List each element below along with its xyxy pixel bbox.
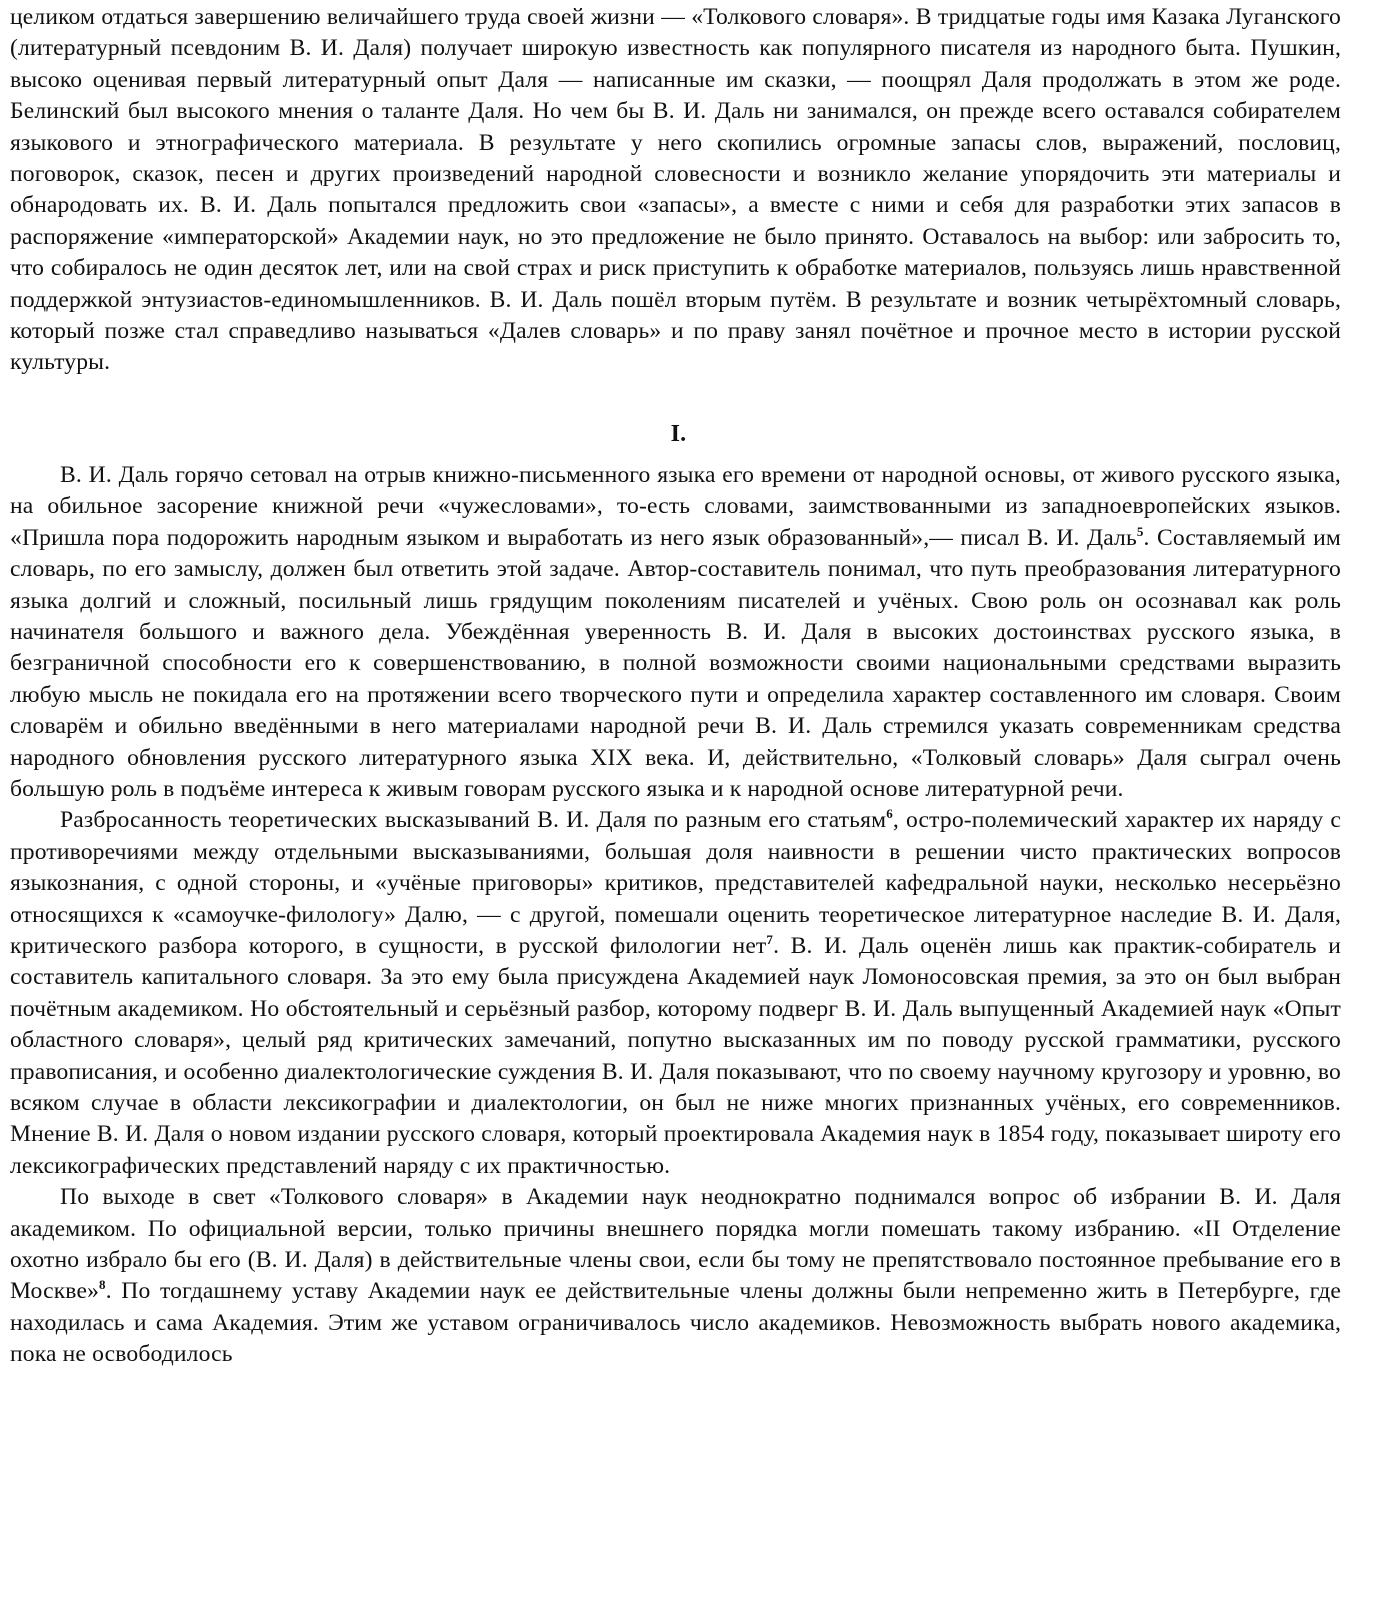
footnote-marker-8: 8 bbox=[99, 1277, 106, 1293]
footnote-marker-6: 6 bbox=[886, 806, 893, 822]
paragraph-3-text-b: , остро-полемический характер их наряду с противоречиями между отдельными высказываниями, большая доля наивности в решении чисто практических вопросов языкознания, с одной стороны, и «учёные приговоры» критиков, представителей кафедральной науки, несколько несерьёзно относящихся к «самоучке-филологу» Далю, — с другой, помешали оценить теоретическое литературное наследие В. И. Даля, критического разбора которого, в сущности, в русской филологии нет bbox=[10, 807, 1341, 959]
paragraph-3-text-a: Разбросанность теоретических высказываний В. И. Даля по разным его статьям bbox=[60, 807, 887, 834]
paragraph-4-text-b: . По тогдашнему уставу Академии наук ее действительные члены должны были непременно жить в Петербурге, где находилась и сама Академия. Этим же уставом ограничивалось число академиков. Невозможность выбрать нового академика, пока не освободилось bbox=[10, 1278, 1341, 1368]
paragraph-2 bbox=[10, 460, 1341, 805]
section-heading: I. bbox=[670, 420, 687, 447]
paragraph-4 bbox=[10, 1182, 1341, 1370]
paragraph-4-text-a: По выходе в свет «Толкового словаря» в Академии наук неоднократно поднимался вопрос об избрании В. И. Даля академиком. По официальной версии, только причины внешнего порядка могли помешать такому избранию. «II Отделение охотно избрало бы его (В. И. Даля) в действительные члены свои, если бы тому не препятствовало постоянное пребывание его в Москве» bbox=[10, 1184, 1341, 1305]
paragraph-1 bbox=[10, 2, 1341, 379]
paragraph-3 bbox=[10, 805, 1341, 1182]
footnote-marker-7: 7 bbox=[766, 931, 774, 947]
paragraph-3-text-c: . В. И. Даль оценён лишь как практик-собиратель и составитель капитального словаря. За это ему была присуждена Академией наук Ломоносовская премия, за это он был выбран почётным академиком. Но обстоятельный и серьёзный разбор, которому подверг В. И. Даль выпущенный Академией наук «Опыт областного словаря», целый ряд критических замечаний, попутно высказанных им по поводу русской грамматики, русского правописания, и особенно диалектологические суждения В. И. Даля показывают, что по своему научному кругозору и уровню, во всяком случае в области лексикографии и диалектологии, он был не ниже многих признанных учёных, его современников. Мнение В. И. Даля о новом издании русского словаря, который проектировала Академия наук в 1854 году, показывает широту его лексикографических представлений наряду с их практичностью. bbox=[10, 932, 1342, 1179]
paragraph-2-text-a: В. И. Даль горячо сетовал на отрыв книжно-письменного языка его времени от народной основы, от живого русского языка, на обильное засорение книжной речи «чужесловами», то-есть словами, заимствованными из западноевропейских языков. «Пришла пора подорожить народным языком и выработать из него язык образованный»,— писал В. И. Даль bbox=[10, 461, 1341, 551]
paragraph-2-text-b: . Составляемый им словарь, по его замыслу, должен был ответить этой задаче. Автор-составитель понимал, что путь преобразования литературного языка долгий и сложный, посильный лишь грядущим поколениям писателей и учёных. Свою роль он осознавал как роль начинателя большого и важного дела. Убеждённая уверенность В. И. Даля в высоких достоинствах русского языка, в безграничной способности его к совершенствованию, в полной возможности своими национальными средствами выразить любую мысль не покидала его на протяжении всего творческого пути и определила характер составленного им словаря. Своим словарём и обильно введёнными в него материалами народной речи В. И. Даль стремился указать современникам средства народного обновления русского литературного языка XIX века. И, действительно, «Толковый словарь» Даля сыграл очень большую роль в подъёме интереса к живым говорам русского языка и к народной основе литературной речи. bbox=[10, 524, 1341, 802]
document-page bbox=[10, 0, 1341, 1371]
footnote-marker-5: 5 bbox=[1136, 523, 1144, 539]
paragraph-1-text: целиком отдаться завершению величайшего труда своей жизни — «Толкового словаря». В тридцатые годы имя Казака Луганского (литературный псевдоним В. И. Даля) получает широкую известность как популярного писателя из народного быта. Пушкин, высоко оценивая первый литературный опыт Даля — написанные им сказки, — поощрял Даля продолжать в этом же роде. Белинский был высокого мнения о таланте Даля. Но чем бы В. И. Даль ни занимался, он прежде всего оставался собирателем языкового и этнографического материала. В результате у него скопились огромные запасы слов, выражений, пословиц, поговорок, сказок, песен и других произведений народной словесности и возникло желание упорядочить эти материалы и обнародовать их. В. И. Даль попытался предложить свои «запасы», а вместе с ними и себя для разработки этих запасов в распоряжение «императорской» Академии наук, но это предложение не было принято. Оставалось на выбор: или забросить то, что собиралось не один десяток лет, или на свой страх и риск приступить к обработке материалов, пользуясь лишь нравственной поддержкой энтузиастов-единомышленников. В. И. Даль пошёл вторым путём. В результате и возник четырёхтомный словарь, который позже стал справедливо называться «Далев словарь» и по праву занял почётное и прочное место в истории русской культуры. bbox=[10, 4, 1341, 376]
